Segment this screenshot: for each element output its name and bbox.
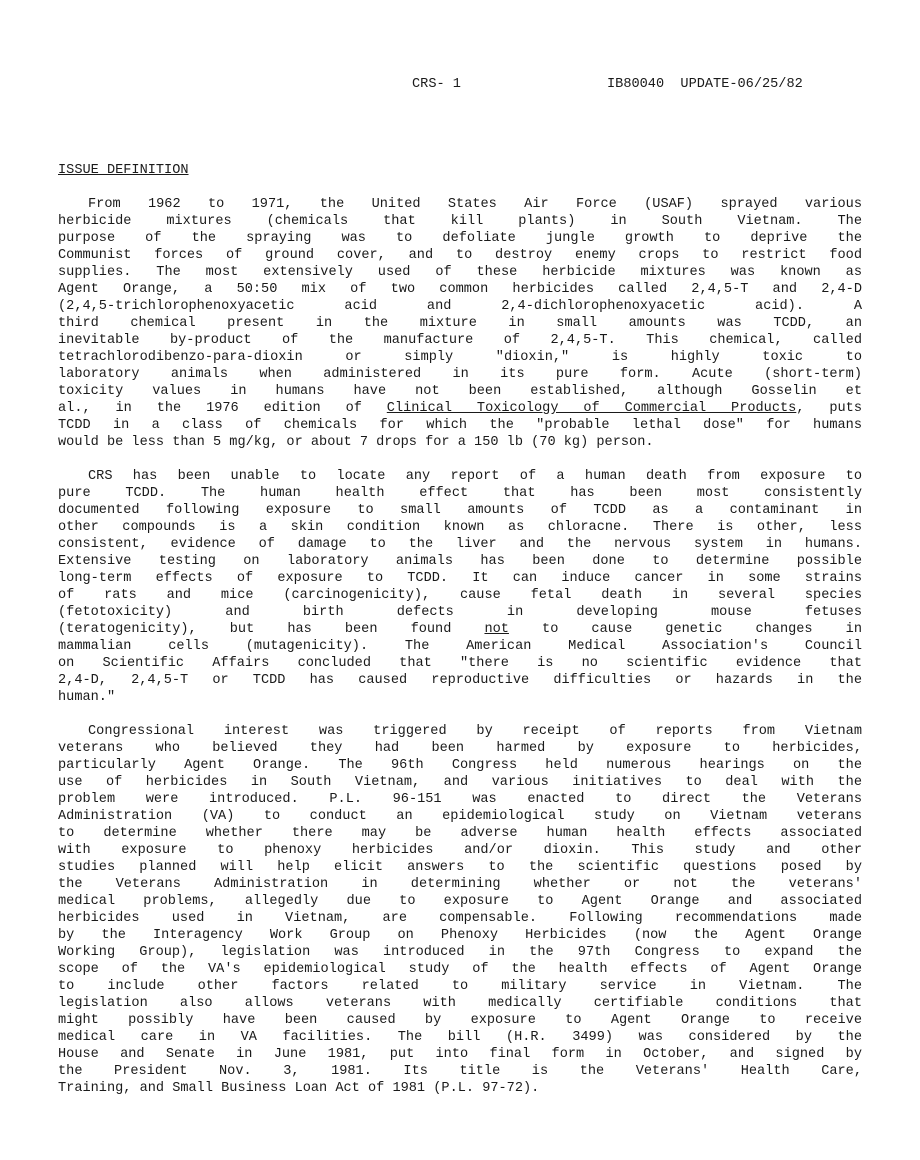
text-line: medical care in VA facilities. The bill (H.R. 3499) was considered by the bbox=[58, 1030, 862, 1045]
text-line: would be less than 5 mg/kg, or about 7 drops for a 150 lb (70 kg) person. bbox=[58, 435, 654, 450]
text-line: problem were introduced. P.L. 96-151 was enacted to direct the Veterans bbox=[58, 792, 862, 807]
text-line: by the Interagency Work Group on Phenoxy Herbicides (now the Agent Orange bbox=[58, 928, 862, 943]
text-line: veterans who believed they had been harmed by exposure to herbicides, bbox=[58, 741, 862, 756]
text-line: documented following exposure to small amounts of TCDD as a contaminant in bbox=[58, 503, 862, 518]
text-line bbox=[58, 621, 862, 638]
line-segment: , puts bbox=[796, 401, 862, 416]
text-line: TCDD in a class of chemicals for which the "probable lethal dose" for humans bbox=[58, 418, 862, 433]
text-line: scope of the VA's epidemiological study of the health effects of Agent Orange bbox=[58, 962, 862, 977]
underlined-text: Clinical Toxicology of Commercial Products bbox=[386, 401, 797, 416]
line-segment: al., in the 1976 edition of bbox=[58, 401, 387, 416]
text-line: use of herbicides in South Vietnam, and various initiatives to deal with the bbox=[58, 775, 862, 790]
text-line: House and Senate in June 1981, put into final form in October, and signed by bbox=[58, 1047, 862, 1062]
text-line: supplies. The most extensively used of these herbicide mixtures was known as bbox=[58, 265, 862, 280]
text-line: (2,4,5-trichlorophenoxyacetic acid and 2,4-dichlorophenoxyacetic acid). A bbox=[58, 299, 862, 314]
text-line: 2,4-D, 2,4,5-T or TCDD has caused reproductive difficulties or hazards in the bbox=[58, 673, 862, 688]
text-line: Extensive testing on laboratory animals has been done to determine possible bbox=[58, 554, 862, 569]
text-line bbox=[58, 400, 862, 417]
text-line: human." bbox=[58, 690, 116, 705]
line-segment: to cause genetic changes in bbox=[508, 622, 862, 637]
text-line: tetrachlorodibenzo-para-dioxin or simply "dioxin," is highly toxic to bbox=[58, 350, 862, 365]
text-line: consistent, evidence of damage to the liver and the nervous system in humans. bbox=[58, 537, 862, 552]
page-header bbox=[0, 76, 920, 94]
text-line: of rats and mice (carcinogenicity), cause fetal death in several species bbox=[58, 588, 862, 603]
text-line: toxicity values in humans have not been established, although Gosselin et bbox=[58, 384, 862, 399]
text-line: legislation also allows veterans with medically certifiable conditions that bbox=[58, 996, 862, 1011]
text-line: particularly Agent Orange. The 96th Congress held numerous hearings on the bbox=[58, 758, 862, 773]
text-line: (fetotoxicity) and birth defects in developing mouse fetuses bbox=[58, 605, 862, 620]
text-line: Working Group), legislation was introduced in the 97th Congress to expand the bbox=[58, 945, 862, 960]
text-line: other compounds is a skin condition known as chloracne. There is other, less bbox=[58, 520, 862, 535]
text-line: on Scientific Affairs concluded that "there is no scientific evidence that bbox=[58, 656, 862, 671]
text-line: Administration (VA) to conduct an epidemiological study on Vietnam veterans bbox=[58, 809, 862, 824]
text-line: From 1962 to 1971, the United States Air Force (USAF) sprayed various bbox=[88, 197, 862, 212]
text-line: mammalian cells (mutagenicity). The American Medical Association's Council bbox=[58, 639, 862, 654]
text-line: medical problems, allegedly due to exposure to Agent Orange and associated bbox=[58, 894, 862, 909]
text-line: to include other factors related to military service in Vietnam. The bbox=[58, 979, 862, 994]
text-line: herbicides used in Vietnam, are compensable. Following recommendations made bbox=[58, 911, 862, 926]
text-line: the Veterans Administration in determining whether or not the veterans' bbox=[58, 877, 862, 892]
paragraph bbox=[58, 196, 862, 451]
text-line: CRS has been unable to locate any report of a human death from exposure to bbox=[88, 469, 862, 484]
text-line: long-term effects of exposure to TCDD. It can induce cancer in some strains bbox=[58, 571, 862, 586]
page-label: CRS- 1 bbox=[412, 77, 461, 92]
text-line: laboratory animals when administered in its pure form. Acute (short-term) bbox=[58, 367, 862, 382]
text-line: Congressional interest was triggered by receipt of reports from Vietnam bbox=[88, 724, 862, 739]
underlined-text: not bbox=[484, 622, 509, 637]
text-line: the President Nov. 3, 1981. Its title is the Veterans' Health Care, bbox=[58, 1064, 862, 1079]
text-line: Agent Orange, a 50:50 mix of two common herbicides called 2,4,5-T and 2,4-D bbox=[58, 282, 862, 297]
text-line: with exposure to phenoxy herbicides and/or dioxin. This study and other bbox=[58, 843, 862, 858]
text-line: Communist forces of ground cover, and to destroy enemy crops to restrict food bbox=[58, 248, 862, 263]
text-line: third chemical present in the mixture in small amounts was TCDD, an bbox=[58, 316, 862, 331]
line-segment: (teratogenicity), but has been found bbox=[58, 622, 485, 637]
document-body bbox=[58, 196, 862, 1114]
text-line: inevitable by-product of the manufacture of 2,4,5-T. This chemical, called bbox=[58, 333, 862, 348]
paragraph bbox=[58, 468, 862, 706]
text-line: to determine whether there may be adverse human health effects associated bbox=[58, 826, 862, 841]
document-id: IB80040 UPDATE-06/25/82 bbox=[607, 77, 803, 92]
section-title: ISSUE DEFINITION bbox=[58, 163, 189, 178]
text-line: might possibly have been caused by exposure to Agent Orange to receive bbox=[58, 1013, 862, 1028]
text-line: pure TCDD. The human health effect that has been most consistently bbox=[58, 486, 862, 501]
text-line: Training, and Small Business Loan Act of 1981 (P.L. 97-72). bbox=[58, 1081, 540, 1096]
text-line: purpose of the spraying was to defoliate jungle growth to deprive the bbox=[58, 231, 862, 246]
text-line: studies planned will help elicit answers to the scientific questions posed by bbox=[58, 860, 862, 875]
text-line: herbicide mixtures (chemicals that kill plants) in South Vietnam. The bbox=[58, 214, 862, 229]
paragraph bbox=[58, 723, 862, 1097]
